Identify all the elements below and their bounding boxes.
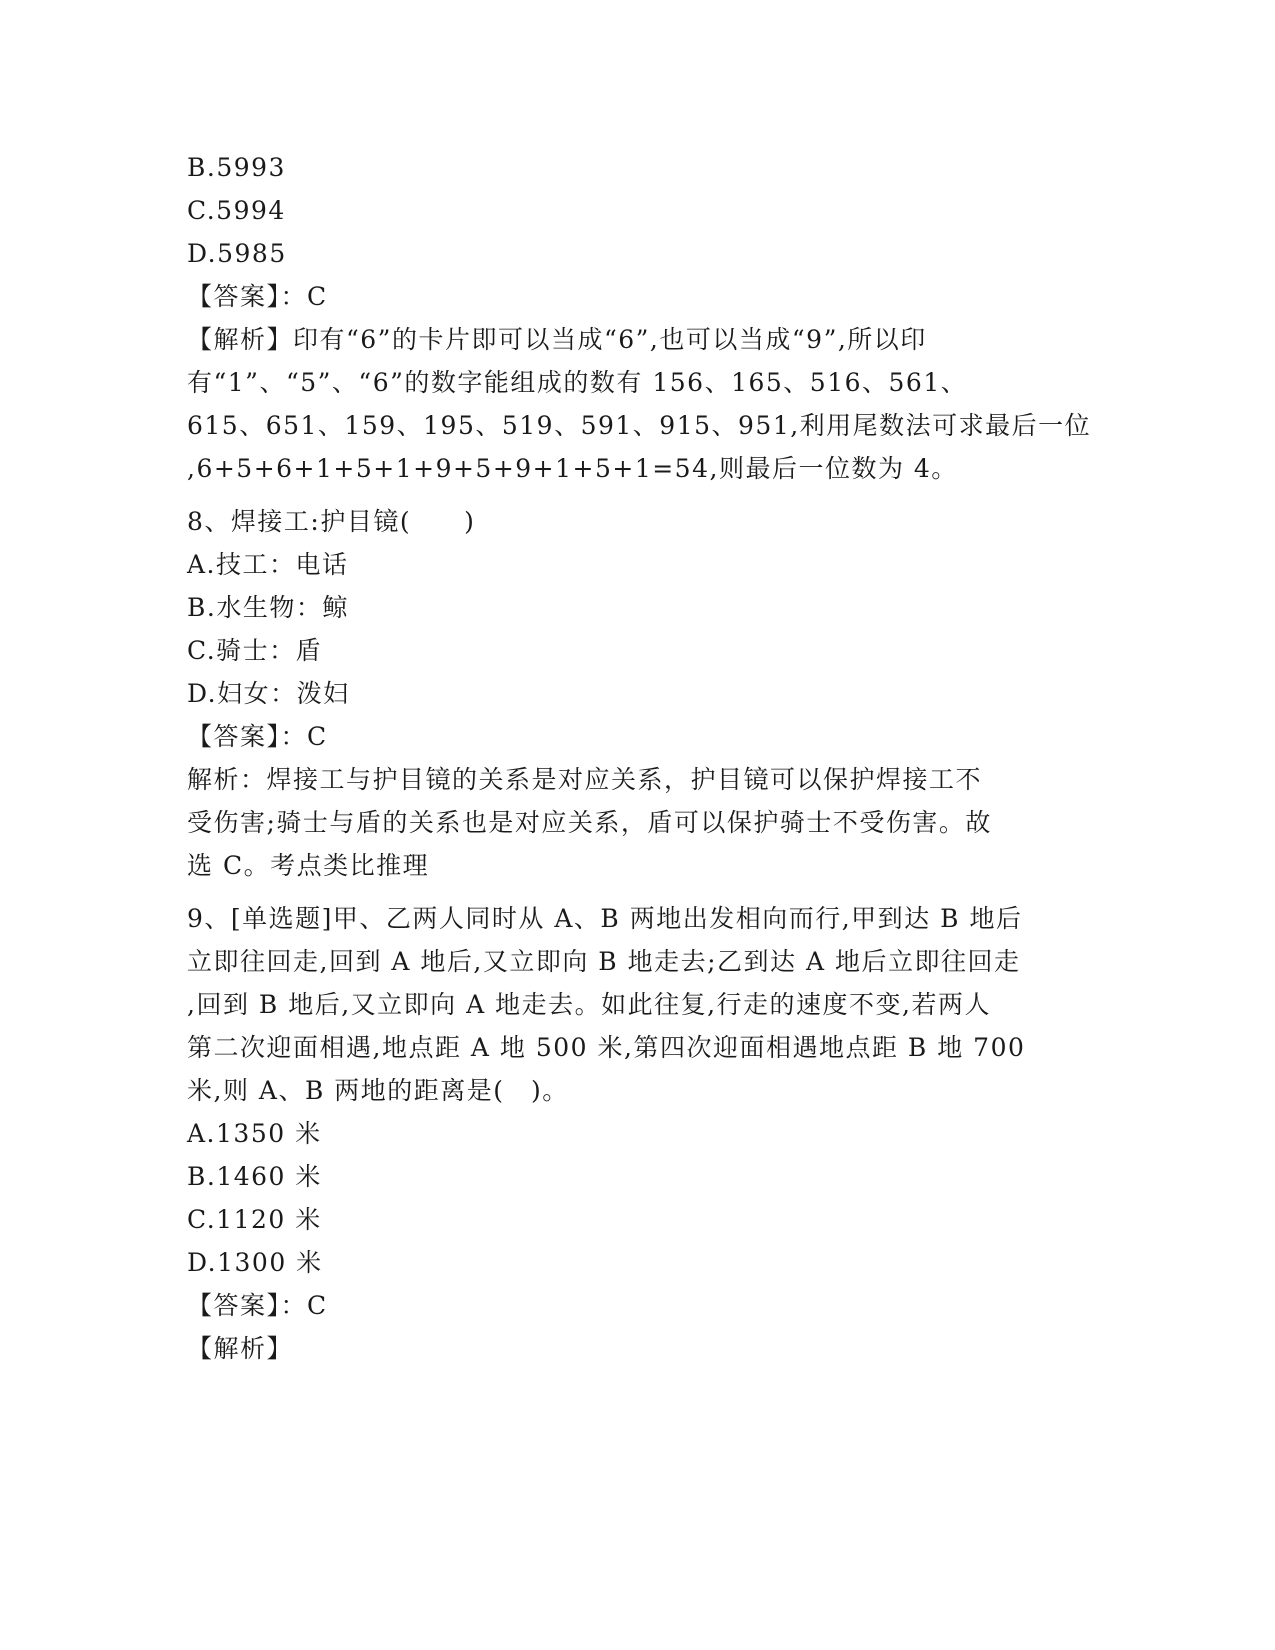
option-b: B.1460 米 [187, 1162, 322, 1191]
option-d: D.妇女：泼妇 [187, 679, 350, 708]
document-page [187, 146, 1092, 1370]
option-c: C.骑士：盾 [187, 636, 323, 665]
option-d: D.1300 米 [187, 1248, 323, 1277]
question-stem-line: 9、[单选题]甲、乙两人同时从 A、B 两地出发相向而行,甲到达 B 地后 [187, 904, 1023, 933]
question-stem: 8、焊接工:护目镜( ) [187, 507, 476, 536]
answer-line: 【答案】：C [187, 282, 328, 311]
option-a: A.技工：电话 [187, 550, 349, 579]
analysis-line: ,6+5+6+1+5+1+9+5+9+1+5+1=54,则最后一位数为 4。 [187, 454, 958, 483]
analysis-line: 【解析】印有“6”的卡片即可以当成“6”,也可以当成“9”,所以印 [187, 325, 927, 354]
option-b: B.5993 [187, 153, 286, 182]
spacer [187, 887, 1087, 897]
analysis-line: 选 C。考点类比推理 [187, 851, 430, 880]
option-c: C.5994 [187, 196, 286, 225]
option-b: B.水生物：鲸 [187, 593, 349, 622]
analysis-line: 受伤害;骑士与盾的关系也是对应关系，盾可以保护骑士不受伤害。故 [187, 808, 992, 837]
analysis-line: 615、651、159、195、519、591、915、951,利用尾数法可求最后一位 [187, 411, 1092, 440]
question-7-tail [187, 146, 1092, 490]
question-stem-line: 立即往回走,回到 A 地后,又立即向 B 地走去;乙到达 A 地后立即往回走 [187, 947, 1021, 976]
spacer [187, 490, 1087, 500]
question-8 [187, 500, 1087, 887]
answer-line: 【答案】：C [187, 1291, 328, 1320]
analysis-line: 解析：焊接工与护目镜的关系是对应关系，护目镜可以保护焊接工不 [187, 765, 983, 794]
question-stem-line: ,回到 B 地后,又立即向 A 地走去。如此往复,行走的速度不变,若两人 [187, 990, 992, 1019]
option-c: C.1120 米 [187, 1205, 322, 1234]
question-stem-line: 第二次迎面相遇,地点距 A 地 500 米,第四次迎面相遇地点距 B 地 700 [187, 1033, 1026, 1062]
question-stem-line: 米,则 A、B 两地的距离是( )。 [187, 1076, 569, 1105]
analysis-heading: 【解析】 [187, 1334, 294, 1363]
answer-line: 【答案】：C [187, 722, 328, 751]
option-a: A.1350 米 [187, 1119, 322, 1148]
question-9 [187, 897, 1087, 1370]
option-d: D.5985 [187, 239, 287, 268]
analysis-line: 有“1”、“5”、“6”的数字能组成的数有 156、165、516、561、 [187, 368, 968, 397]
